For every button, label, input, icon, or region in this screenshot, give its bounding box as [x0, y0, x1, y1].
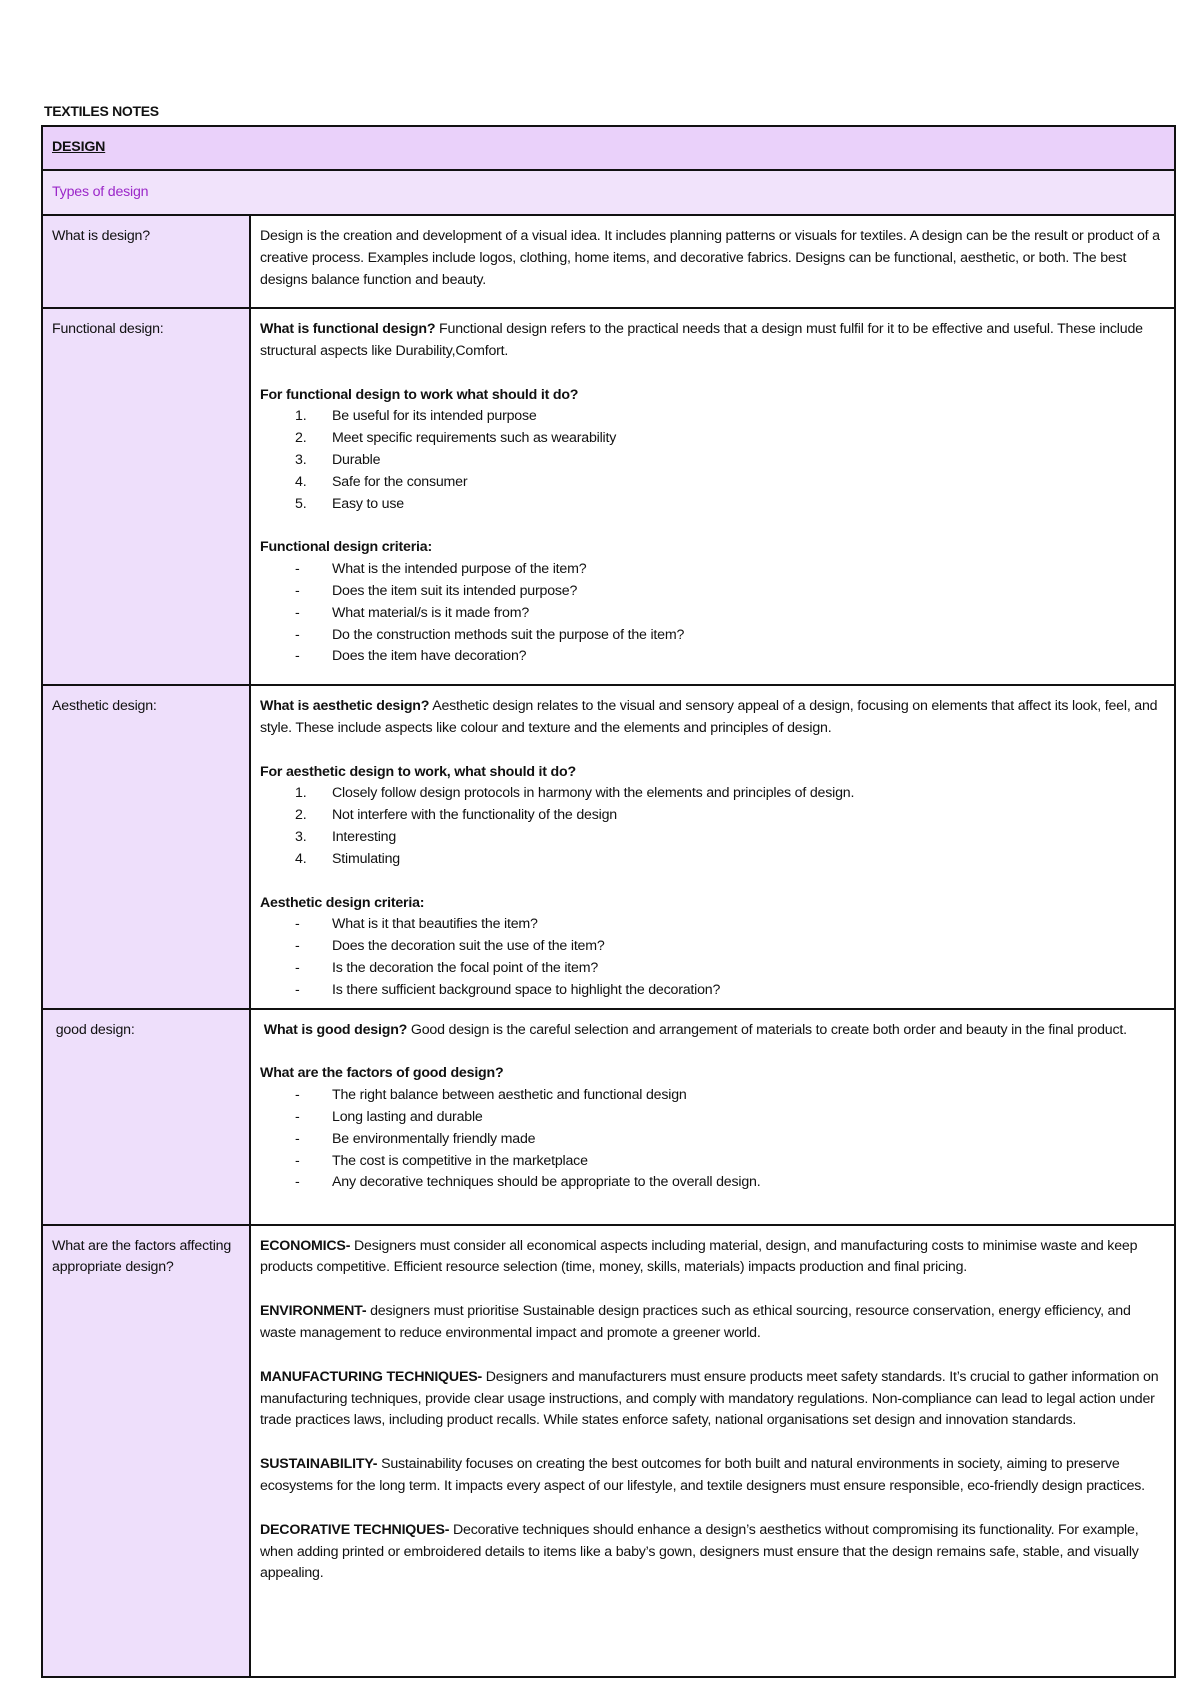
list-item-text: What material/s is it made from?	[332, 604, 530, 621]
list-item: - The cost is competitive in the marketplace	[295, 1152, 588, 1169]
list-item-text: Easy to use	[332, 495, 404, 512]
list-item: 4. Stimulating	[295, 850, 400, 867]
paragraph	[260, 696, 1164, 740]
list-item-text: Does the item have decoration?	[332, 648, 527, 665]
row-label: Aesthetic design:	[52, 698, 157, 714]
factor-text: designers must prioritise Sustainable design practices such as ethical sourcing, resource conservation, energy efficiency, and waste management to reduce environmental impact and promote a greener world.	[260, 1303, 1131, 1341]
row-content-aesthetic-design	[250, 685, 1175, 1009]
subheading	[260, 1063, 1164, 1085]
list-item: 3. Interesting	[295, 828, 397, 845]
list-item: 1. Closely follow design protocols in harmony with the elements and principles of design.	[295, 785, 855, 802]
list-item-text: Any decorative techniques should be appropriate to the overall design.	[332, 1174, 761, 1191]
list-item-text: Be environmentally friendly made	[332, 1130, 536, 1147]
row-label-factors	[42, 1225, 250, 1677]
factor-term: SUSTAINABILITY-	[260, 1456, 378, 1473]
factor-term: DECORATIVE TECHNIQUES-	[260, 1521, 450, 1538]
factor-text: Sustainability focuses on creating the best outcomes for both built and natural environments in society, aiming to preserve ecosystems for the long term. It impacts every aspect of our lifestyle, and textile designers must ensure responsible, eco-friendly design practices.	[260, 1456, 1145, 1494]
list-item-text: Long lasting and durable	[332, 1108, 483, 1125]
row-content-factors	[250, 1225, 1175, 1677]
list-item-text: Meet specific requirements such as wearability	[332, 430, 617, 447]
list-item: 2. Meet specific requirements such as wearability	[295, 430, 617, 447]
list-item: 3. Durable	[295, 451, 381, 468]
list-item: - What is it that beautifies the item?	[295, 916, 538, 933]
list-item: - The right balance between aesthetic and functional design	[295, 1087, 687, 1104]
row-label: good design:	[52, 1021, 135, 1038]
factor-text: Decorative techniques should enhance a design’s aesthetics without compromising its functionality. For example, when adding printed or embroidered details to items like a baby’s gown, designers must ensure that the design remains safe, stable, and visually appealing.	[260, 1521, 1139, 1582]
subheading-text: For functional design to work what should it do?	[260, 386, 579, 403]
list-item: - Does the item suit its intended purpose?	[295, 582, 578, 599]
row-label: Functional design:	[52, 321, 164, 337]
factor-environment	[260, 1301, 1164, 1345]
list-item: - Is the decoration the focal point of the item?	[295, 959, 599, 976]
list-item-text: The right balance between aesthetic and functional design	[332, 1087, 687, 1104]
list-item-text: Safe for the consumer	[332, 473, 468, 490]
notes-table	[41, 125, 1176, 1678]
page-title: TEXTILES NOTES	[44, 103, 159, 119]
list-item-text: Is the decoration the focal point of the item?	[332, 959, 599, 976]
table-row	[42, 1225, 1175, 1677]
list-item-text: The cost is competitive in the marketplace	[332, 1152, 588, 1169]
list-item: - What is the intended purpose of the item?	[295, 561, 587, 578]
section-header-cell	[42, 126, 1175, 170]
factor-economics	[260, 1236, 1164, 1280]
factor-decorative	[260, 1520, 1164, 1585]
row-label-functional-design	[42, 308, 250, 685]
factor-text: Designers must consider all economical aspects including material, design, and manufacturing costs to minimise waste and keep products competitive. Efficient resource selection (time, money, skills, materials) impacts production and final pricing.	[260, 1237, 1138, 1276]
table-row	[42, 308, 1175, 685]
factor-sustainability	[260, 1454, 1164, 1498]
subheading-text: For aesthetic design to work, what should it do?	[260, 763, 576, 780]
list-item-text: Is there sufficient background space to highlight the decoration?	[332, 981, 721, 998]
factor-text: Designers and manufacturers must ensure products meet safety standards. It’s crucial to gather information on manufacturing techniques, provide clear usage instructions, and comply with mandatory regulations. Non-compliance can lead to legal action under trade practices laws, including product recalls. While states enforce safety, national organisations set design and innovation standards.	[260, 1368, 1159, 1429]
subheader: Types of design	[52, 184, 149, 200]
list-item-text: Does the decoration suit the use of the item?	[332, 938, 605, 955]
list-item: 4. Safe for the consumer	[295, 473, 468, 490]
list-item-text: What is the intended purpose of the item?	[332, 561, 587, 578]
row-content-functional-design	[250, 308, 1175, 685]
section-header: DESIGN	[52, 139, 106, 155]
subheading	[260, 385, 1164, 407]
paragraph	[260, 319, 1164, 363]
subheader-row	[42, 170, 1175, 215]
list-item-text: Durable	[332, 451, 381, 468]
list-item-text: Not interfere with the functionality of the design	[332, 807, 617, 824]
list-item: - Does the item have decoration?	[295, 648, 527, 665]
row-label-good-design	[42, 1009, 250, 1225]
section-header-row	[42, 126, 1175, 170]
subheading-text: What are the factors of good design?	[260, 1065, 504, 1082]
list-item: - What material/s is it made from?	[295, 604, 530, 621]
paragraph: Design is the creation and development of a visual idea. It includes planning patterns or visuals for textiles. A design can be the result or product of a creative process. Examples include logos, clothing, home items, and decorative fabrics. Designs can be functional, aesthetic, or both. The best designs balance function and beauty.	[260, 228, 1160, 288]
subheading-text: Aesthetic design criteria:	[260, 894, 425, 911]
answer: Good design is the careful selection and arrangement of materials to create both order and beauty in the final product.	[407, 1021, 1127, 1038]
list-item: 1. Be useful for its intended purpose	[295, 408, 537, 425]
question: What is aesthetic design?	[260, 698, 430, 714]
list-item-text: Does the item suit its intended purpose?	[332, 582, 578, 599]
factor-term: ENVIRONMENT-	[260, 1303, 367, 1320]
list-item-text: Interesting	[332, 828, 397, 845]
row-label-what-is-design	[42, 215, 250, 308]
paragraph	[260, 1020, 1164, 1042]
table-row	[42, 1009, 1175, 1225]
row-label-aesthetic-design	[42, 685, 250, 1009]
factor-manufacturing	[260, 1367, 1164, 1432]
list-item-text: Be useful for its intended purpose	[332, 408, 537, 425]
question: What is functional design?	[260, 321, 436, 337]
list-item: - Be environmentally friendly made	[295, 1130, 536, 1147]
table-row	[42, 685, 1175, 1009]
list-item: 2. Not interfere with the functionality of the design	[295, 807, 617, 824]
subheading	[260, 537, 1164, 559]
list-item: - Long lasting and durable	[295, 1108, 483, 1125]
list-item: - Any decorative techniques should be appropriate to the overall design.	[295, 1174, 761, 1191]
subheading	[260, 762, 1164, 784]
row-label: What is design?	[52, 228, 150, 244]
factor-term: ECONOMICS-	[260, 1237, 351, 1254]
subheader-cell	[42, 170, 1175, 215]
factor-term: MANUFACTURING TECHNIQUES-	[260, 1368, 482, 1385]
list-item-text: Closely follow design protocols in harmony with the elements and principles of design.	[332, 785, 855, 802]
list-item-text: Do the construction methods suit the purpose of the item?	[332, 626, 685, 643]
table-row	[42, 215, 1175, 308]
list-item-text: What is it that beautifies the item?	[332, 916, 538, 933]
row-content-what-is-design	[250, 215, 1175, 308]
row-content-good-design	[250, 1009, 1175, 1225]
subheading-text: Functional design criteria:	[260, 539, 432, 556]
question: What is good design?	[260, 1021, 408, 1038]
list-item: - Do the construction methods suit the purpose of the item?	[295, 626, 685, 643]
subheading	[260, 893, 1164, 915]
list-item-text: Stimulating	[332, 850, 400, 867]
list-item: - Is there sufficient background space to highlight the decoration?	[295, 981, 721, 998]
list-item: - Does the decoration suit the use of the item?	[295, 938, 605, 955]
answer: Aesthetic design relates to the visual and sensory appeal of a design, focusing on elements that affect its look, feel, and style. These include aspects like colour and texture and the elements and principles of design.	[260, 698, 1158, 736]
answer: Functional design refers to the practical needs that a design must fulfil for it to be effective and useful. These include structural aspects like Durability,Comfort.	[260, 321, 1143, 359]
list-item: 5. Easy to use	[295, 495, 404, 512]
row-label: What are the factors affecting appropriate design?	[52, 1237, 232, 1276]
